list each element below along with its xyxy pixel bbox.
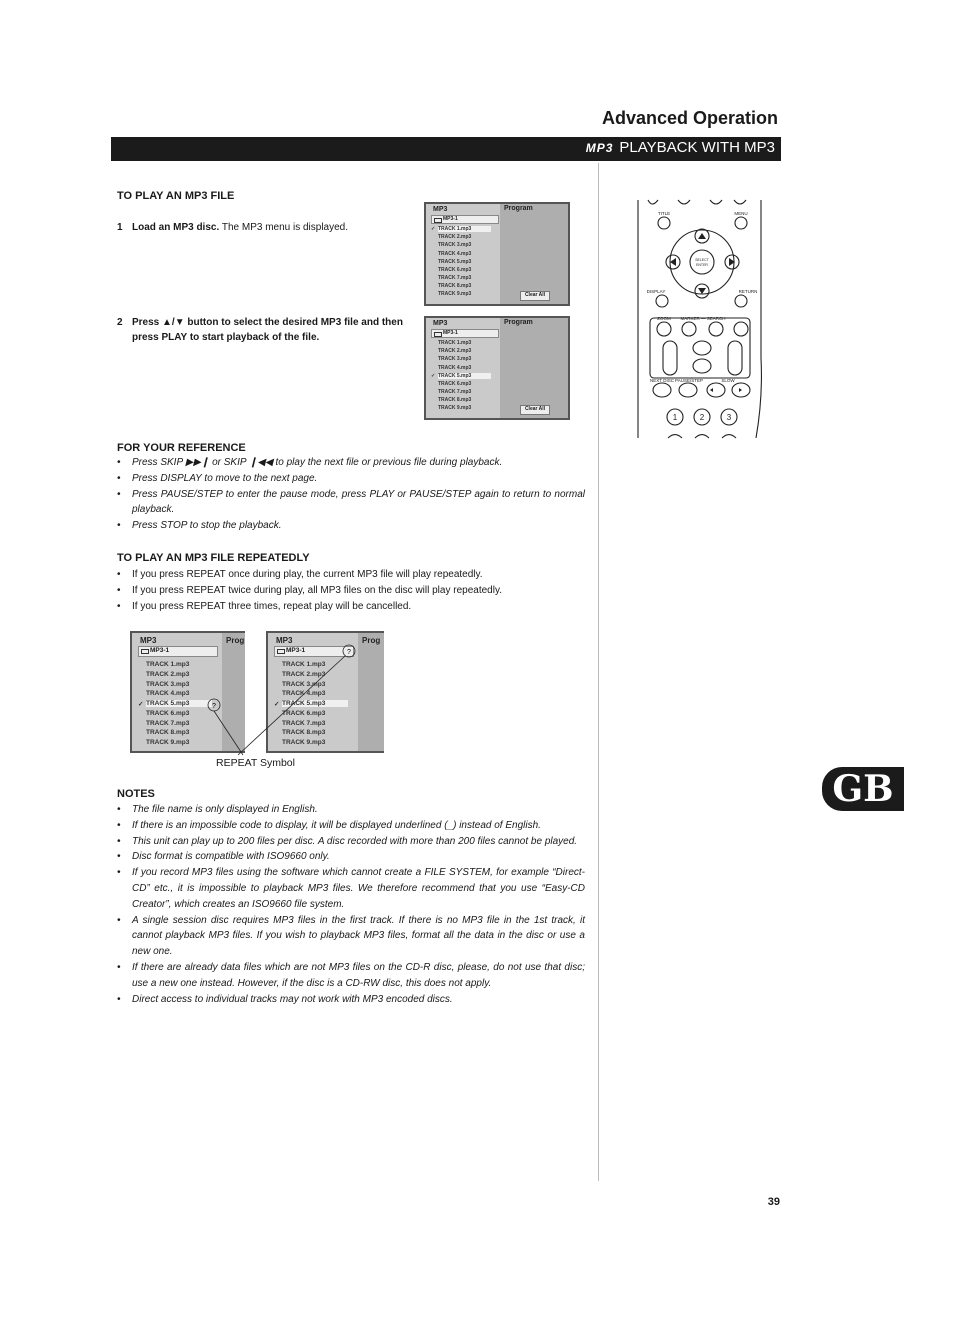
menu-track: TRACK 3.mp3 xyxy=(438,356,472,362)
menu-track: TRACK 6.mp3 xyxy=(146,710,190,717)
repeat-symbol-glyph: ? xyxy=(212,703,216,710)
menu-track: TRACK 5.mp3 xyxy=(438,259,472,265)
list-item: • Press DISPLAY to move to the next page. xyxy=(117,471,585,487)
menu-track: TRACK 7.mp3 xyxy=(438,389,472,395)
menu-track: TRACK 3.mp3 xyxy=(146,681,190,688)
return-button xyxy=(735,295,747,307)
language-badge: GB xyxy=(822,767,904,811)
menu-track: TRACK 8.mp3 xyxy=(438,283,472,289)
list-item: • Press STOP to stop the playback. xyxy=(117,518,585,534)
slow-forward-icon xyxy=(739,388,742,392)
remote-number-2: 2 xyxy=(699,413,705,422)
menu-track: TRACK 8.mp3 xyxy=(282,729,326,736)
repeat-heading: TO PLAY AN MP3 FILE REPEATEDLY xyxy=(117,552,310,564)
list-item: • The file name is only displayed in English. xyxy=(117,802,585,818)
clear-all-button: Clear All xyxy=(520,405,550,415)
title-button xyxy=(658,217,670,229)
list-item: • Press PAUSE/STEP to enter the pause mode, press PLAY or PAUSE/STEP again to return to normal playback. xyxy=(117,487,585,519)
menu-track: TRACK 3.mp3 xyxy=(282,681,326,688)
menu-button xyxy=(735,217,747,229)
menu-track: TRACK 1.mp3 xyxy=(146,661,190,668)
menu-track: TRACK 8.mp3 xyxy=(438,397,472,403)
play-file-heading: TO PLAY AN MP3 FILE xyxy=(117,190,235,202)
menu-program-label: Program xyxy=(504,319,533,326)
up-arrow-icon xyxy=(698,233,706,239)
step-1-number: 1 xyxy=(117,222,123,233)
menu-track: TRACK 2.mp3 xyxy=(438,348,472,354)
menu-mp3-label: MP3 xyxy=(140,636,157,645)
remote-next-disc-label: NEXT DISC xyxy=(650,378,674,383)
menu-folder: MP3-1 xyxy=(138,646,218,657)
menu-track: TRACK 9.mp3 xyxy=(438,291,472,297)
list-item: • If you record MP3 files using the software which cannot create a FILE SYSTEM, for example “Direct-CD” etc., it is impossible to playback MP3 files. We therefore recommend that you use “Easy-CD Creator”, which creates an ISO9660 file system. xyxy=(117,865,585,912)
menu-track: TRACK 5.mp3 xyxy=(282,700,348,707)
header-bar-title: PLAYBACK WITH MP3 xyxy=(619,139,775,156)
step-2-number: 2 xyxy=(117,317,123,328)
menu-track: TRACK 2.mp3 xyxy=(282,671,326,678)
step-2-text: Press ▲/▼ button to select the desired MP3 file and then press PLAY to start playback of the file. xyxy=(132,317,403,343)
remote-title-label: TITLE xyxy=(657,211,671,216)
remote-return-label: RETURN xyxy=(738,289,758,294)
list-item: • If there are already data files which are not MP3 files on the CD-R disc, please, do not use that disc; use a new one instead. However, if the disc is a CD-RW disc, this does not apply. xyxy=(117,960,585,992)
menu-mp3-label: MP3 xyxy=(276,636,293,645)
menu-mp3-label: MP3 xyxy=(433,206,448,213)
menu-program-label: Prog xyxy=(226,636,245,645)
menu-track: TRACK 6.mp3 xyxy=(438,267,472,273)
repeat-symbol-glyph: ? xyxy=(347,649,351,656)
check-mark: ✓ xyxy=(274,701,280,708)
menu-track: TRACK 2.mp3 xyxy=(438,234,472,240)
menu-track: TRACK 8.mp3 xyxy=(146,729,190,736)
list-item: • A single session disc requires MP3 files in the first track. If there is no MP3 file in the 1st track, it cannot playback MP3 files. If you wish to playback MP3 files, format all the data in the disc or use a new one. xyxy=(117,913,585,960)
notes-heading: NOTES xyxy=(117,788,155,800)
slow-reverse-icon xyxy=(710,388,713,392)
display-button xyxy=(656,295,668,307)
menu-folder: MP3-1 xyxy=(431,215,499,224)
menu-track: TRACK 4.mp3 xyxy=(282,690,326,697)
menu-track: TRACK 7.mp3 xyxy=(146,720,190,727)
menu-track: TRACK 4.mp3 xyxy=(146,690,190,697)
menu-program-label: Prog xyxy=(362,636,381,645)
check-mark: ✓ xyxy=(431,373,436,379)
remote-number-1: 1 xyxy=(672,413,678,422)
menu-track: TRACK 5.mp3 xyxy=(438,373,491,379)
menu-track: TRACK 6.mp3 xyxy=(282,710,326,717)
remote-enter-label: ENTER xyxy=(696,263,708,267)
left-arrow-icon xyxy=(670,258,676,266)
menu-track: TRACK 6.mp3 xyxy=(438,381,472,387)
remote-zoom-label: ZOOM xyxy=(657,316,671,321)
skip-button xyxy=(663,341,677,375)
remote-pause-step-label: PAUSE/STEP xyxy=(675,378,703,383)
section-title: Advanced Operation xyxy=(601,108,778,128)
menu-track: TRACK 9.mp3 xyxy=(146,739,190,746)
page-number: 39 xyxy=(767,1196,780,1208)
remote-display-label: DISPLAY xyxy=(646,289,666,294)
remote-slow-label: SLOW xyxy=(721,378,735,383)
list-item: • If you press REPEAT three times, repeat play will be cancelled. xyxy=(117,599,585,615)
menu-track: TRACK 4.mp3 xyxy=(438,251,472,257)
menu-folder: MP3-1 xyxy=(431,329,499,338)
menu-track: TRACK 9.mp3 xyxy=(438,405,472,411)
mp3-logo: MP3 xyxy=(585,141,614,155)
list-item: • This unit can play up to 200 files per disc. A disc recorded with more than 200 files cannot be played. xyxy=(117,834,585,850)
menu-track: TRACK 1.mp3 xyxy=(438,340,472,346)
list-item: • If you press REPEAT twice during play, all MP3 files on the disc will play repeatedly. xyxy=(117,583,585,599)
select-enter-button xyxy=(690,250,714,274)
list-item: • Press SKIP ▶▶❙ or SKIP ❙◀◀ to play the next file or previous file during playback. xyxy=(117,455,585,471)
notes-list xyxy=(117,802,585,1007)
menu-track: TRACK 4.mp3 xyxy=(438,365,472,371)
check-mark: ✓ xyxy=(138,701,144,708)
menu-track: TRACK 5.mp3 xyxy=(146,700,212,707)
list-item: • If you press REPEAT once during play, the current MP3 file will play repeatedly. xyxy=(117,567,585,583)
list-item: • Direct access to individual tracks may not work with MP3 encoded discs. xyxy=(117,992,585,1008)
remote-select-label: SELECT xyxy=(695,258,709,262)
menu-track: TRACK 7.mp3 xyxy=(282,720,326,727)
menu-track: TRACK 1.mp3 xyxy=(438,226,491,232)
list-item: • If there is an impossible code to display, it will be displayed underlined (_) instead of English. xyxy=(117,818,585,834)
remote-number-3: 3 xyxy=(726,413,732,422)
menu-track: TRACK 9.mp3 xyxy=(282,739,326,746)
reference-heading: FOR YOUR REFERENCE xyxy=(117,442,246,454)
repeat-symbol-caption: REPEAT Symbol xyxy=(216,757,295,769)
menu-track: TRACK 3.mp3 xyxy=(438,242,472,248)
remote-marker-search-label: MARKER — SEARCH xyxy=(680,316,726,321)
remote-menu-label: MENU xyxy=(734,211,748,216)
menu-track: TRACK 1.mp3 xyxy=(282,661,326,668)
down-arrow-icon xyxy=(698,288,706,294)
list-item: • Disc format is compatible with ISO9660 only. xyxy=(117,849,585,865)
menu-folder: MP3-1 xyxy=(274,646,354,657)
step-1-text: The MP3 menu is displayed. xyxy=(219,222,349,233)
menu-program-label: Program xyxy=(504,205,533,212)
clear-all-button: Clear All xyxy=(520,291,550,301)
menu-track: TRACK 2.mp3 xyxy=(146,671,190,678)
menu-track: TRACK 7.mp3 xyxy=(438,275,472,281)
menu-mp3-label: MP3 xyxy=(433,320,448,327)
skip-button xyxy=(728,341,742,375)
remote-control-illustration xyxy=(630,198,770,440)
step-1-bold: Load an MP3 disc. xyxy=(132,222,220,233)
check-mark: ✓ xyxy=(431,226,436,232)
